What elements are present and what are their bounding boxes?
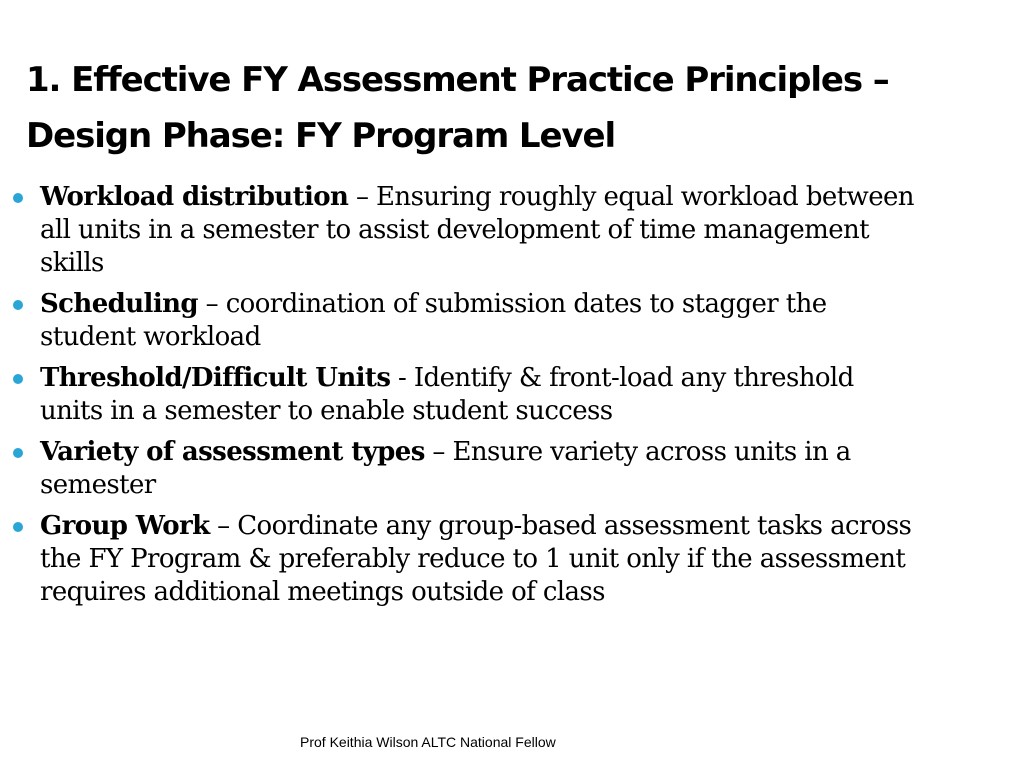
bullet-assessment-variety [40, 436, 920, 502]
bullet-term: Threshold/Difficult Units [40, 363, 391, 393]
bullet-term: Variety of assessment types [40, 437, 425, 467]
bullet-dot-icon [13, 300, 23, 310]
bullet-text: – Ensure variety across units in a semester [40, 437, 851, 500]
bullet-workload-distribution [40, 181, 920, 280]
bullet-dot-icon [13, 448, 23, 458]
title-line-2: Design Phase: FY Program Level [26, 116, 615, 156]
bullet-term: Scheduling [40, 289, 198, 319]
slide-footer: Prof Keithia Wilson ALTC National Fellow [300, 734, 556, 750]
bullet-term: Workload distribution [40, 182, 349, 212]
bullet-list [40, 181, 920, 617]
bullet-text: – Coordinate any group-based assessment tasks across the FY Program & preferably reduce to 1 unit only if the assessment requires additional meetings outside of class [40, 511, 912, 607]
bullet-dot-icon [13, 193, 23, 203]
bullet-dot-icon [13, 374, 23, 384]
slide-title [26, 52, 986, 164]
title-line-1: 1. Effective FY Assessment Practice Principles – [26, 60, 889, 100]
bullet-group-work [40, 510, 920, 609]
bullet-text: – coordination of submission dates to stagger the student workload [40, 289, 827, 352]
bullet-text: – Ensuring roughly equal workload between all units in a semester to assist development of time management skills [40, 182, 914, 278]
bullet-threshold-units [40, 362, 920, 428]
bullet-dot-icon [13, 522, 23, 532]
bullet-scheduling [40, 288, 920, 354]
bullet-term: Group Work [40, 511, 210, 541]
bullet-text: - Identify & front-load any threshold units in a semester to enable student success [40, 363, 854, 426]
